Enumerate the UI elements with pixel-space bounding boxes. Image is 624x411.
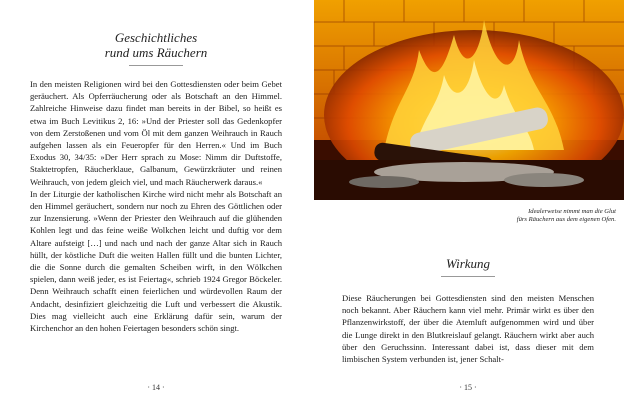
photo-caption [458, 208, 616, 225]
body-text [342, 292, 594, 365]
page-number: · 15 · [459, 383, 477, 392]
section-heading [30, 30, 282, 66]
heading-rule [129, 65, 183, 66]
page-number: · 14 · [147, 383, 165, 392]
oven-fire-photo [314, 0, 624, 200]
right-page [312, 0, 624, 411]
paragraph: In der Liturgie der katholischen Kirche wird nicht mehr als Botschaft an den Himmel geräuchert, sondern nur noch zu Ehren des Göttlichen oder zur Inzensierung. »Wenn der Priester den Weihrauch auf die glühenden Kohlen legt und das feine weiße Wolkchen leicht und duftig vor dem Altare aufsteigt […] und nach und nach der ganze Altar sich in Rauch hüllt, der köstliche Duft die weiten Hallen füllt und die bunten Lichter, die die Sonne durch die gemalten Scheiben wirft, in den Wölkchen spielen, dann weiß jeder, es ist Feiertag«, schrieb 1924 Gregor Böckeler. Denn Weihrauch schafft einen feierlichen und würdevollen Raum der Andacht, desinfiziert gleichzeitig die Luft und verbessert die Akustik. Dies mag vielleicht auch eine Erklärung dafür sein, warum der Kirchenchor an den hohen Feiertagen besonders schön singt. [30, 188, 282, 334]
body-text [30, 78, 282, 334]
paragraph: In den meisten Religionen wird bei den Gottesdiensten oder beim Gebet geräuchert. Als Opferräucherung oder als Botschaft an den Himmel. Zahlreiche Hinweise dazu findet man bereits in der Bibel, so heißt es etwa im Buch Levitikus 2, 16: »Und der Priester soll das Gedenkopfer von dem Zerstoßenen und vom Öl mit dem ganzen Weihrauch in Rauch aufgehen lassen als ein Feueropfer für den Herren.« Und im Buch Exodus 30, 34/35: »Der Herr sprach zu Mose: Nimm dir Duftstoffe, Staktetropfen, Räucherklaue, Galbanum, Gewürzkräuter und reinen Weihrauch, von jedem gleich viel, und mach Räucherwerk daraus.« [30, 79, 282, 187]
heading-line-2: rund ums Räuchern [104, 45, 208, 60]
heading-rule [441, 276, 495, 277]
section-heading [342, 256, 594, 277]
paragraph: Diese Räucherungen bei Gottesdiensten sind den meisten Menschen noch bekannt. Aber Räuchern kann viel mehr. Primär wirkt es über den Pflanzenwirkstoff, der über die Atemluft aufgenommen wird und über die Lunge direkt in den Blutkreislauf gelangt. Räuchern wirkt aber auch über den Geruchssinn. Interessant dabei ist, dass dieser mit dem limbischen System verbunden ist, jener Schalt- [342, 293, 594, 365]
heading-line-1: Geschichtliches [114, 30, 198, 45]
heading-text: Wirkung [445, 256, 491, 271]
caption-line-2: fürs Räuchern aus dem eigenen Ofen. [516, 216, 616, 224]
fire-image [314, 0, 624, 200]
caption-line-1: Idealerweise nimmt man die Glut [528, 208, 616, 215]
